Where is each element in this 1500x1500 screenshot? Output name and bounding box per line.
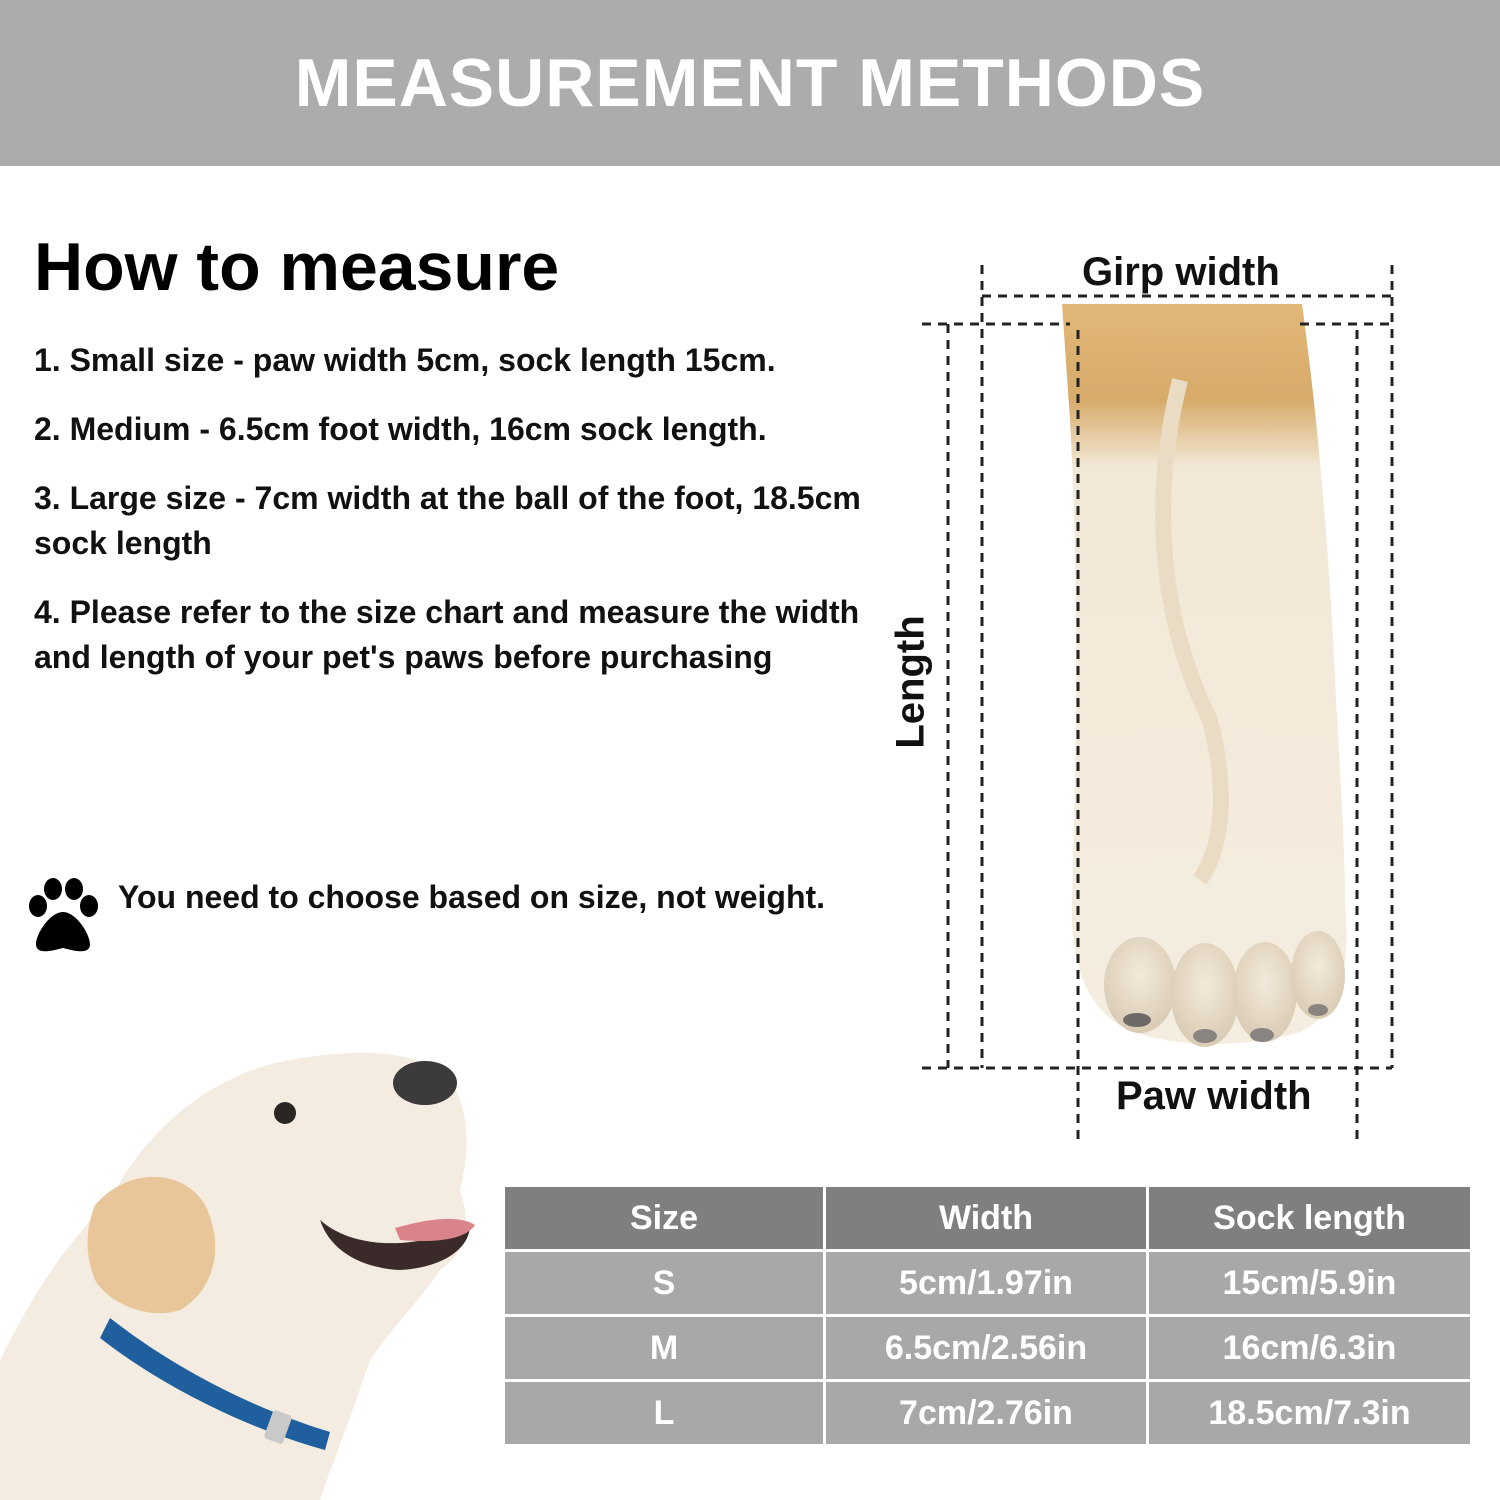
size-note: [24, 876, 844, 956]
instruction-item: 1. Small size - paw width 5cm, sock length 15cm.: [34, 342, 776, 378]
instruction-item: 3. Large size - 7cm width at the ball of the foot, 18.5cm sock length: [34, 480, 861, 561]
table-cell: S: [505, 1249, 823, 1314]
table-cell: 5cm/1.97in: [823, 1249, 1146, 1314]
column-header-sock-length: Sock length: [1146, 1187, 1470, 1249]
table-row: [505, 1379, 1470, 1444]
instruction-list: [34, 338, 884, 704]
table-cell: L: [505, 1379, 823, 1444]
dog-leg-photo: [1062, 304, 1347, 1047]
table-header-row: [505, 1187, 1470, 1249]
table-row: [505, 1249, 1470, 1314]
puppy-photo: [0, 1053, 475, 1500]
paw-width-label: Paw width: [1116, 1074, 1312, 1118]
instruction-item: 4. Please refer to the size chart and measure the width and length of your pet's paws before purchasing: [34, 594, 860, 675]
banner-title: MEASUREMENT METHODS: [294, 45, 1206, 121]
table-cell: 15cm/5.9in: [1146, 1249, 1470, 1314]
length-label: Length: [888, 615, 933, 749]
table-cell: 7cm/2.76in: [823, 1379, 1146, 1444]
size-table: [505, 1187, 1470, 1444]
table-row: [505, 1314, 1470, 1379]
column-header-width: Width: [823, 1187, 1146, 1249]
paw-print-icon: [24, 876, 102, 956]
measurement-guides: [922, 265, 1392, 1140]
table-cell: 6.5cm/2.56in: [823, 1314, 1146, 1379]
table-cell: M: [505, 1314, 823, 1379]
instruction-item: 2. Medium - 6.5cm foot width, 16cm sock length.: [34, 411, 767, 447]
header-banner: [0, 0, 1500, 166]
note-text: You need to choose based on size, not weight.: [118, 879, 826, 915]
page-heading: How to measure: [34, 229, 560, 305]
girth-width-label: Girp width: [1082, 250, 1280, 294]
column-header-size: Size: [505, 1187, 823, 1249]
table-cell: 18.5cm/7.3in: [1146, 1379, 1470, 1444]
toes: [1104, 931, 1345, 1047]
table-cell: 16cm/6.3in: [1146, 1314, 1470, 1379]
